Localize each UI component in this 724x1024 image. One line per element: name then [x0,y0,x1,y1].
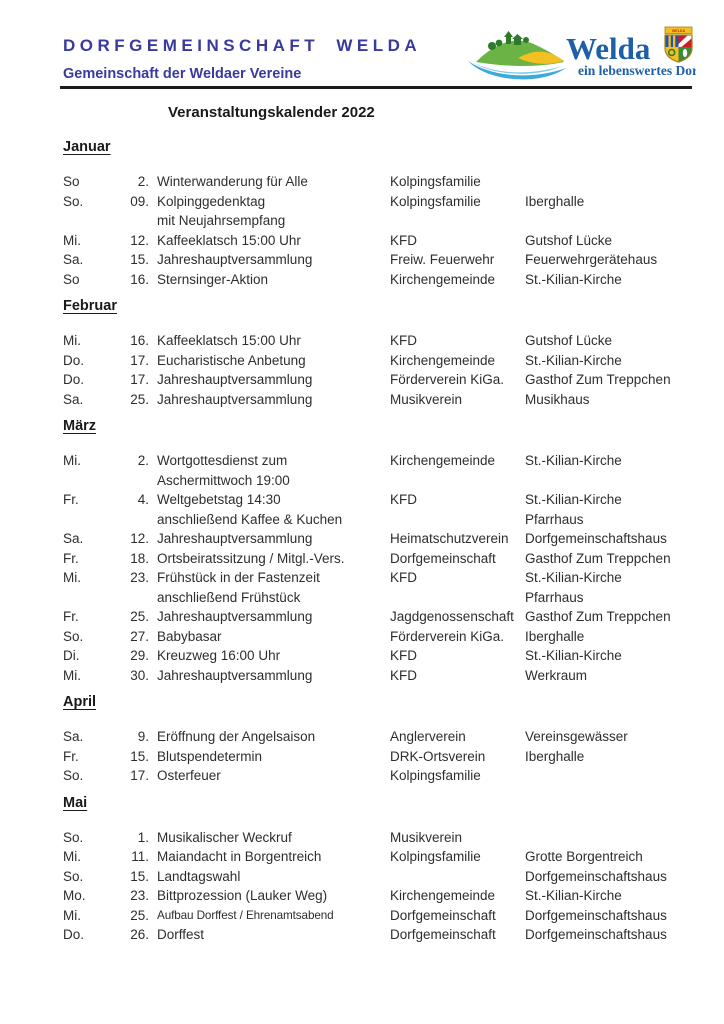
event-title [149,370,390,390]
text-line: Babybasar [157,628,222,644]
event-date: 11. [131,849,149,864]
event-day: Fr. [63,748,79,764]
event-row [63,331,696,351]
event-location [525,192,696,212]
month-heading: April [63,694,97,710]
text-line: Jahreshauptversammlung [157,252,313,267]
event-date: 29. [130,648,149,663]
text-line: Kaffeeklatsch 15:00 Uhr [157,232,301,248]
text-line: Weltgebetstag 14:30 [157,492,281,507]
text-line: Kolpingsfamilie [390,849,481,864]
event-organizer [390,747,525,767]
event-organizer [390,451,525,471]
event-day: Do. [63,352,85,368]
event-location [525,627,696,647]
month-heading: Februar [63,298,117,314]
event-organizer [390,666,525,686]
event-row [63,766,696,786]
text-line: Iberghalle [525,748,585,764]
event-day: Fr. [63,492,79,507]
event-title [149,766,390,786]
event-row [63,529,696,549]
text-line: Jahreshauptversammlung [157,391,313,407]
text-line: mit Neujahrsempfang [157,213,286,228]
event-day: Mi. [63,907,81,923]
text-line: Dorffest [157,927,205,942]
text-line: Kirchengemeinde [390,888,496,903]
text-line: Freiw. Feuerwehr [390,252,495,267]
event-organizer [390,390,525,410]
event-title [149,529,390,549]
event-date: 27. [130,628,149,644]
event-row [63,192,696,231]
event-day: Do. [63,372,85,387]
welda-logo-graphic [466,24,696,84]
event-row [63,231,696,251]
event-organizer [390,766,525,786]
event-organizer [390,925,525,945]
month-rows [63,331,696,409]
event-title [149,549,390,569]
event-organizer [390,727,525,747]
event-organizer [390,490,525,510]
event-title [149,250,390,270]
text-line: KFD [390,667,417,683]
event-location [525,331,696,351]
text-line: Grotte Borgentreich [525,849,643,864]
month-heading: Januar [63,139,111,155]
month-heading: Mai [63,794,88,811]
text-line: anschließend Kaffee & Kuchen [157,511,343,527]
text-line: St.-Kilian-Kirche [525,453,622,468]
event-location [525,646,696,666]
event-day: Mi. [63,849,81,864]
event-organizer [390,828,525,848]
text-line: KFD [390,232,417,248]
event-location [525,549,696,569]
event-organizer [390,906,525,926]
text-line: Dorfgemeinschaftshaus [525,868,667,884]
event-row [63,370,696,390]
text-line: Frühstück in der Fastenzeit [157,570,320,585]
text-line: KFD [390,570,417,585]
event-date: 12. [130,232,149,248]
month-rows [63,451,696,685]
text-line: Wortgottesdienst zum [157,453,288,468]
text-line: Förderverein KiGa. [390,372,505,387]
event-title [149,270,390,290]
event-title [149,847,390,867]
event-location [525,886,696,906]
brand-block [63,36,421,82]
text-line: Musikhaus [525,391,590,407]
event-title [149,390,390,410]
text-line: Kolpingsfamilie [390,193,481,209]
event-day: Mi. [63,667,81,683]
event-organizer [390,250,525,270]
event-date: 23. [130,570,149,585]
event-day: So. [63,628,84,644]
event-row [63,666,696,686]
text-line: St.-Kilian-Kirche [525,570,622,585]
month-section [63,692,696,786]
text-line: Dorfgemeinschaftshaus [525,927,667,942]
text-line: Musikverein [390,391,463,407]
text-line: Anglerverein [390,729,466,744]
event-location [525,529,696,549]
text-line: KFD [390,492,417,507]
event-location [525,270,696,290]
event-day: So [63,174,80,189]
event-organizer [390,847,525,867]
event-row [63,568,696,607]
text-line: Dorfgemeinschaft [390,907,496,923]
event-day: So [63,271,80,287]
event-location [525,906,696,926]
text-line: Dorfgemeinschaftshaus [525,907,667,923]
text-line: St.-Kilian-Kirche [525,888,622,903]
event-date: 9. [137,729,149,744]
event-organizer [390,231,525,251]
event-location [525,490,696,529]
event-date: 30. [130,667,149,683]
text-line: Aschermittwoch 19:00 [157,472,290,488]
text-line: DRK-Ortsverein [390,748,486,764]
event-location [525,847,696,867]
event-row [63,906,696,926]
event-location [525,925,696,945]
event-organizer [390,549,525,569]
event-day: Mi. [63,232,81,248]
event-location [525,231,696,251]
event-date: 1. [137,829,149,845]
text-line: Gasthof Zum Treppchen [525,609,671,624]
event-title [149,331,390,351]
event-row [63,925,696,945]
text-line: Blutspendetermin [157,748,263,764]
event-date: 16. [130,333,149,348]
event-title [149,172,390,192]
text-line: Musikalischer Weckruf [157,829,292,845]
event-location [525,747,696,767]
event-title [149,490,390,529]
text-line: St.-Kilian-Kirche [525,352,622,368]
event-location [525,607,696,627]
text-line: Jahreshauptversammlung [157,667,313,683]
text-line: KFD [390,648,417,663]
text-line: Kolpinggedenktag [157,193,266,209]
event-title [149,886,390,906]
event-day: Mi. [63,333,81,348]
month-heading: März [63,418,97,434]
event-date: 25. [130,391,149,407]
text-line: Jagdgenossenschaft [390,609,514,624]
text-line: Kaffeeklatsch 15:00 Uhr [157,333,301,348]
event-organizer [390,886,525,906]
text-line: Gutshof Lücke [525,333,613,348]
text-line: Jahreshauptversammlung [157,372,313,387]
welda-logo [466,24,696,84]
event-day: So. [63,193,84,209]
event-location [525,867,696,887]
event-title [149,607,390,627]
calendar [63,137,696,952]
text-line: Gutshof Lücke [525,232,613,248]
event-title [149,646,390,666]
org-title: DORFGEMEINSCHAFT WELDA [63,36,422,55]
event-organizer [390,172,525,192]
org-subtitle: Gemeinschaft der Weldaer Vereine [63,66,302,82]
text-line: Werkraum [525,667,588,683]
event-organizer [390,627,525,647]
event-row [63,549,696,569]
event-date: 26. [130,927,149,942]
text-line: Maiandacht in Borgentreich [157,849,322,864]
event-title [149,568,390,607]
text-line: Dorfgemeinschaft [390,927,496,942]
event-row [63,607,696,627]
text-line: anschließend Frühstück [157,589,301,605]
event-day: So. [63,868,84,884]
event-date: 15. [130,252,149,267]
event-day: Mi. [63,453,81,468]
event-title [149,747,390,767]
event-date: 2. [137,453,149,468]
event-organizer [390,192,525,212]
event-date: 15. [130,748,149,764]
event-date: 17. [130,768,149,783]
text-line: Heimatschutzverein [390,531,509,546]
crest-quarters [665,35,692,63]
event-organizer [390,646,525,666]
month-section [63,416,696,685]
text-line: St.-Kilian-Kirche [525,492,622,507]
event-row [63,886,696,906]
text-line: Eröffnung der Angelsaison [157,729,316,744]
event-date: 17. [130,352,149,368]
text-line: Dorfgemeinschaftshaus [525,531,667,546]
event-date: 09. [130,193,149,209]
event-title [149,231,390,251]
event-row [63,646,696,666]
event-day: Mi. [63,570,81,585]
logo-wordmark: Welda [566,31,651,66]
event-organizer [390,270,525,290]
month-rows [63,828,696,945]
logo-tagline: ein lebenswertes Dorf [578,63,696,78]
text-line: Jahreshauptversammlung [157,609,313,624]
text-line: KFD [390,333,417,348]
event-title [149,727,390,747]
month-section [63,137,696,289]
event-location [525,250,696,270]
event-organizer [390,529,525,549]
event-day: Sa. [63,531,84,546]
text-line: Ortsbeiratssitzung / Mitgl.-Vers. [157,550,345,566]
event-row [63,451,696,490]
text-line: St.-Kilian-Kirche [525,648,622,663]
event-row [63,250,696,270]
event-day: Mo. [63,888,86,903]
month-rows [63,172,696,289]
event-title [149,828,390,848]
text-line: Iberghalle [525,628,585,644]
event-day: Sa. [63,252,84,267]
event-day: Fr. [63,609,79,624]
text-line: Dorfgemeinschaft [390,550,496,566]
event-row [63,747,696,767]
event-location [525,727,696,747]
event-date: 25. [130,609,149,624]
month-rows [63,727,696,786]
event-date: 18. [130,550,149,566]
event-day: Sa. [63,729,84,744]
event-day: Do. [63,927,85,942]
text-line: Pfarrhaus [525,589,584,605]
event-date: 2. [137,174,149,189]
event-title [149,192,390,231]
event-date: 16. [130,271,149,287]
event-location [525,451,696,471]
event-date: 12. [130,531,149,546]
header-divider [60,86,692,89]
month-section [63,793,696,945]
text-line: Jahreshauptversammlung [157,531,313,546]
event-date: 25. [130,907,149,923]
text-line: Bittprozession (Lauker Weg) [157,888,328,903]
event-day: Di. [63,648,80,663]
text-line: Kirchengemeinde [390,453,496,468]
crest-label: WELDA [671,29,686,34]
document-title: Veranstaltungskalender 2022 [168,104,375,121]
text-line: Förderverein KiGa. [390,628,505,644]
month-section [63,296,696,409]
event-organizer [390,568,525,588]
event-row [63,847,696,867]
event-day: Sa. [63,391,84,407]
text-line: Aufbau Dorffest / Ehrenamtsabend [157,908,334,922]
text-line: Musikverein [390,829,463,845]
event-organizer [390,370,525,390]
event-title [149,627,390,647]
event-date: 4. [137,492,149,507]
text-line: Kolpingsfamilie [390,768,481,783]
event-title [149,867,390,887]
event-row [63,627,696,647]
text-line: Kreuzweg 16:00 Uhr [157,648,281,663]
text-line: Pfarrhaus [525,511,584,527]
event-row [63,390,696,410]
text-line: Landtagswahl [157,868,241,884]
event-day: So. [63,829,84,845]
crest-icon [665,27,692,63]
event-row [63,828,696,848]
event-organizer [390,351,525,371]
event-row [63,867,696,887]
text-line: Kirchengemeinde [390,271,496,287]
event-location [525,370,696,390]
event-location [525,568,696,607]
text-line: Gasthof Zum Treppchen [525,372,671,387]
event-row [63,351,696,371]
event-date: 15. [130,868,149,884]
event-day: So. [63,768,84,783]
text-line: Eucharistische Anbetung [157,352,306,368]
event-row [63,270,696,290]
event-title [149,351,390,371]
event-location [525,666,696,686]
event-location [525,390,696,410]
text-line: St.-Kilian-Kirche [525,271,622,287]
event-row [63,172,696,192]
text-line: Gasthof Zum Treppchen [525,550,671,566]
event-row [63,727,696,747]
text-line: Winterwanderung für Alle [157,174,308,189]
text-line: Feuerwehrgerätehaus [525,252,658,267]
text-line: Osterfeuer [157,768,221,783]
text-line: Kirchengemeinde [390,352,496,368]
event-title [149,925,390,945]
event-row [63,490,696,529]
event-date: 17. [130,372,149,387]
event-date: 23. [130,888,149,903]
event-day: Fr. [63,550,79,566]
text-line: Kolpingsfamilie [390,174,481,189]
text-line: Vereinsgewässer [525,729,628,744]
event-title [149,451,390,490]
text-line: Sternsinger-Aktion [157,271,269,287]
event-title [149,666,390,686]
event-organizer [390,607,525,627]
event-title [149,906,390,926]
event-location [525,351,696,371]
event-organizer [390,331,525,351]
text-line: Iberghalle [525,193,585,209]
